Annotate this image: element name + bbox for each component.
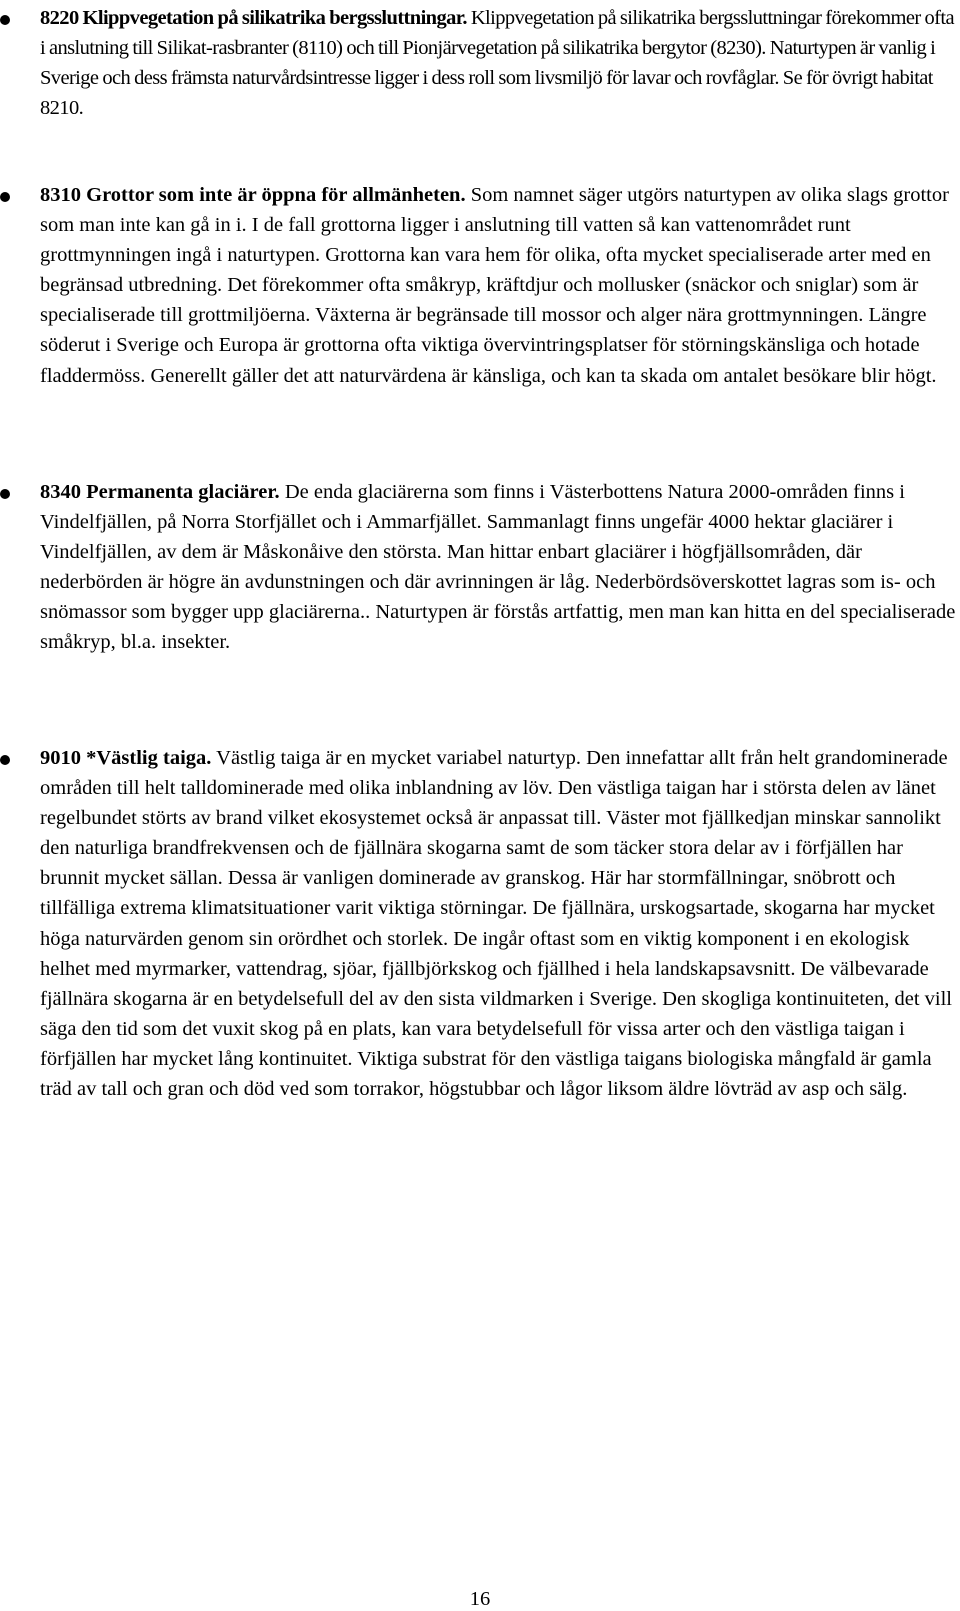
section-heading: 8310 Grottor som inte är öppna för allmänheten. xyxy=(40,184,466,206)
page-number: 16 xyxy=(469,1588,491,1610)
section-heading: 9010 *Västlig taiga. xyxy=(40,747,212,769)
section-heading: 8220 Klippvegetation på silikatrika bergssluttningar. xyxy=(40,7,467,29)
section-body: Västlig taiga är en mycket variabel naturtyp. Den innefattar allt från helt grandominerade områden till helt talldominerade med olika inblandning av löv. Den västliga taigan har i största delen av länet regelbundet störts av brand vilket ekosystemet också är anpassat till. Väster mot fjällkedjan minskar sannolikt den naturliga brandfrekvensen och de fjällnära skogarna samt de som täcker stora delar av i förfjällen har brunnit mycket sällan. Dessa är vanligen dominerade av granskog. Här har stormfällningar, snöbrott och tillfälliga extrema klimatsituationer varit viktiga störningar. De fjällnära, urskogsartade, skogarna har mycket höga naturvärden genom sin orördhet och storlek. De ingår oftast som en viktig komponent i en ekologisk helhet med myrmarker, vattendrag, sjöar, fjällbjörkskog och fjällhed i hela landskapsavsnitt. De välbevarade fjällnära skogarna är en betydelsefull del av den sista vildmarken i Sverige. Den skogliga kontinuiteten, det vill säga den tid som det vuxit skog på en plats, kan vara betydelsefull för vissa arter och den västliga taigan i förfjällen har mycket lång kontinuitet. Viktiga substrat för den västliga taigans biologiska mångfald är gamla träd av tall och gran och död ved som torrakor, högstubbar och lågor liksom äldre lövträd av asp och sälg. xyxy=(40,747,952,1101)
section-body: De enda glaciärerna som finns i Västerbottens Natura 2000-områden finns i Vindelfjällen, på Norra Storfjället och i Ammarfjället. Sammanlagt finns ungefär 4000 hektar glaciärer i Vindelfjällen, av dem är Måskonåive den största. Man hittar enbart glaciärer i högfjällsområden, där nederbörden är högre än avdunstningen och där avrinningen är låg. Nederbördsöverskottet lagras som is- och snömassor som bygger upp glaciärerna.. Naturtypen är förstås artfattig, men man kan hitta en del specialiserade småkryp, bl.a. insekter. xyxy=(40,481,956,654)
list-item-text xyxy=(40,180,956,391)
list-item-text xyxy=(40,3,956,123)
section-heading: 8340 Permanenta glaciärer. xyxy=(40,481,280,503)
section-body: Som namnet säger utgörs naturtypen av olika slags grottor som man inte kan gå in i. I de fall grottorna ligger i anslutning till vatten så kan vattenområdet runt grottmynningen ingå i naturtypen. Grottorna kan vara hem för olika, ofta mycket specialiserade arter med en begränsad utbredning. Det förekommer ofta småkryp, kräftdjur och mollusker (snäckor och sniglar) som är specialiserade till grottmiljöerna. Växterna är begränsade till mossor och alger nära grottmynningen. Längre söderut i Sverige och Europa är grottorna ofta viktiga övervintringsplatser för störningskänsliga och hotade fladdermöss. Generellt gäller det att naturvärdena är känsliga, och kan ta skada om antalet besökare blir högt. xyxy=(40,184,949,387)
list-item-text xyxy=(40,743,956,1104)
list-item-text xyxy=(40,477,956,658)
bullet-icon xyxy=(0,192,10,202)
bullet-icon xyxy=(0,489,10,499)
bullet-icon xyxy=(0,15,10,25)
bullet-icon xyxy=(0,755,10,765)
section-body: Klippvegetation på silikatrika bergssluttningar förekommer ofta i anslutning till Silikat-rasbranter (8110) och till Pionjärvegetation på silikatrika bergytor (8230). Naturtypen är vanlig i Sverige och dess främsta naturvårdsintresse ligger i dess roll som livsmiljö för lavar och rovfåglar. Se för övrigt habitat 8210. xyxy=(40,7,954,120)
